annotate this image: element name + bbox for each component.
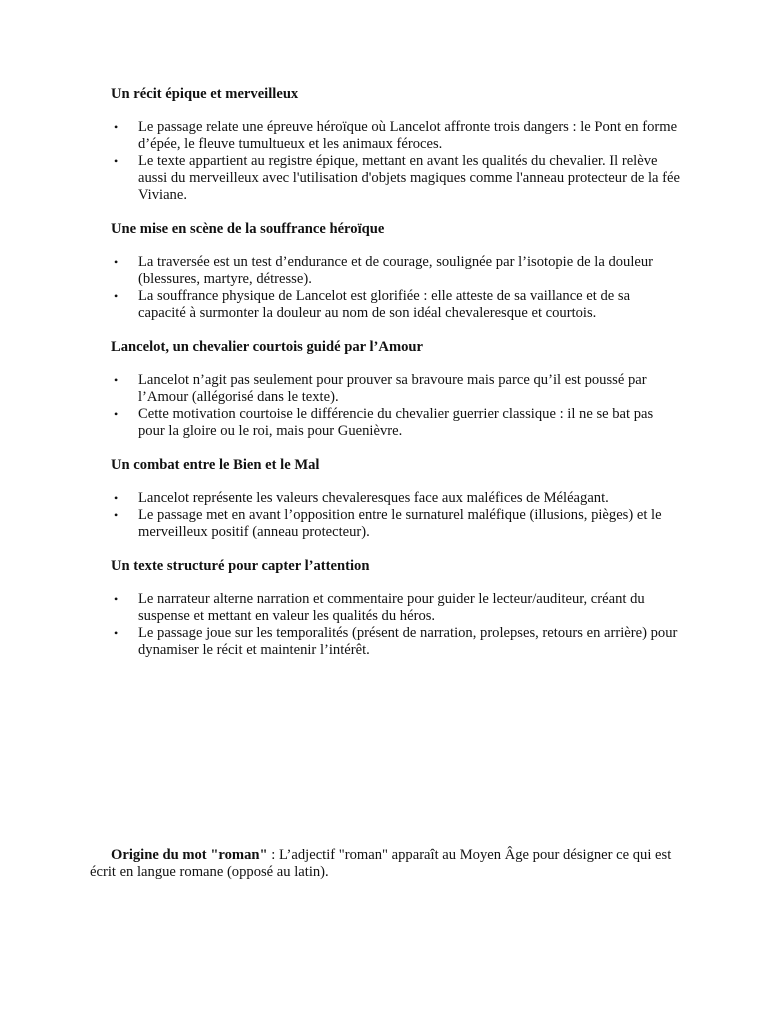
list-item bbox=[111, 153, 681, 204]
bullet-icon: • bbox=[114, 255, 119, 269]
list-item bbox=[111, 254, 681, 288]
section-structure bbox=[111, 558, 681, 659]
list-item-text: Le passage relate une épreuve héroïque où Lancelot affronte trois dangers : le Pont en forme d’épée, le fleuve tumultueux et les animaux féroces. bbox=[138, 119, 678, 152]
bullet-list bbox=[111, 254, 681, 322]
list-item bbox=[111, 625, 681, 659]
list-item-text: La souffrance physique de Lancelot est glorifiée : elle atteste de sa vaillance et de sa capacité à surmonter la douleur au nom de son idéal chevaleresque et courtois. bbox=[138, 288, 631, 321]
bullet-icon: • bbox=[114, 373, 119, 387]
list-item bbox=[111, 490, 681, 507]
list-item-text: Le passage met en avant l’opposition entre le surnaturel maléfique (illusions, pièges) et le merveilleux positif (anneau protecteur). bbox=[138, 507, 662, 540]
list-item bbox=[111, 288, 681, 322]
list-item-text: Le passage joue sur les temporalités (présent de narration, prolepses, retours en arrière) pour dynamiser le récit et maintenir l’intérêt. bbox=[138, 625, 678, 658]
origin-paragraph bbox=[90, 847, 680, 881]
bullet-icon: • bbox=[114, 491, 119, 505]
bullet-list bbox=[111, 591, 681, 659]
list-item-text: Cette motivation courtoise le différencie du chevalier guerrier classique : il ne se bat pas pour la gloire ou le roi, mais pour Guenièvre. bbox=[138, 406, 654, 439]
list-item bbox=[111, 406, 681, 440]
list-item-text: Lancelot n’agit pas seulement pour prouver sa bravoure mais parce qu’il est poussé par l’Amour (allégorisé dans le texte). bbox=[138, 372, 647, 405]
section-title: Une mise en scène de la souffrance héroïque bbox=[111, 221, 385, 237]
section-title: Un texte structuré pour capter l’attention bbox=[111, 558, 370, 574]
bullet-list bbox=[111, 490, 681, 541]
bullet-icon: • bbox=[114, 407, 119, 421]
section-bien-mal bbox=[111, 457, 681, 541]
bullet-icon: • bbox=[114, 289, 119, 303]
bullet-icon: • bbox=[114, 154, 119, 168]
list-item bbox=[111, 119, 681, 153]
list-item bbox=[111, 507, 681, 541]
list-item bbox=[111, 591, 681, 625]
section-epique bbox=[111, 86, 681, 204]
list-item-text: Le texte appartient au registre épique, mettant en avant les qualités du chevalier. Il relève aussi du merveilleux avec l'utilisation d'objets magiques comme l'anneau protecteur de la fée Viviane. bbox=[138, 153, 680, 203]
section-courtois bbox=[111, 339, 681, 440]
bullet-icon: • bbox=[114, 592, 119, 606]
origin-text: : L’adjectif "roman" apparaît au Moyen Âge pour désigner ce qui est écrit en langue romane (opposé au latin). bbox=[90, 847, 672, 880]
origin-term: Origine du mot "roman" bbox=[111, 847, 268, 863]
bullet-list bbox=[111, 119, 681, 204]
list-item bbox=[111, 372, 681, 406]
list-item-text: Le narrateur alterne narration et commentaire pour guider le lecteur/auditeur, créant du suspense et mettant en valeur les qualités du héros. bbox=[138, 591, 645, 624]
section-title: Lancelot, un chevalier courtois guidé par l’Amour bbox=[111, 339, 423, 355]
section-souffrance bbox=[111, 221, 681, 322]
list-item-text: La traversée est un test d’endurance et de courage, soulignée par l’isotopie de la douleur (blessures, martyre, détresse). bbox=[138, 254, 654, 287]
section-title: Un combat entre le Bien et le Mal bbox=[111, 457, 320, 473]
bullet-icon: • bbox=[114, 626, 119, 640]
list-item-text: Lancelot représente les valeurs chevaleresques face aux maléfices de Méléagant. bbox=[138, 490, 609, 506]
bullet-icon: • bbox=[114, 120, 119, 134]
bullet-list bbox=[111, 372, 681, 440]
section-title: Un récit épique et merveilleux bbox=[111, 86, 299, 102]
bullet-icon: • bbox=[114, 508, 119, 522]
